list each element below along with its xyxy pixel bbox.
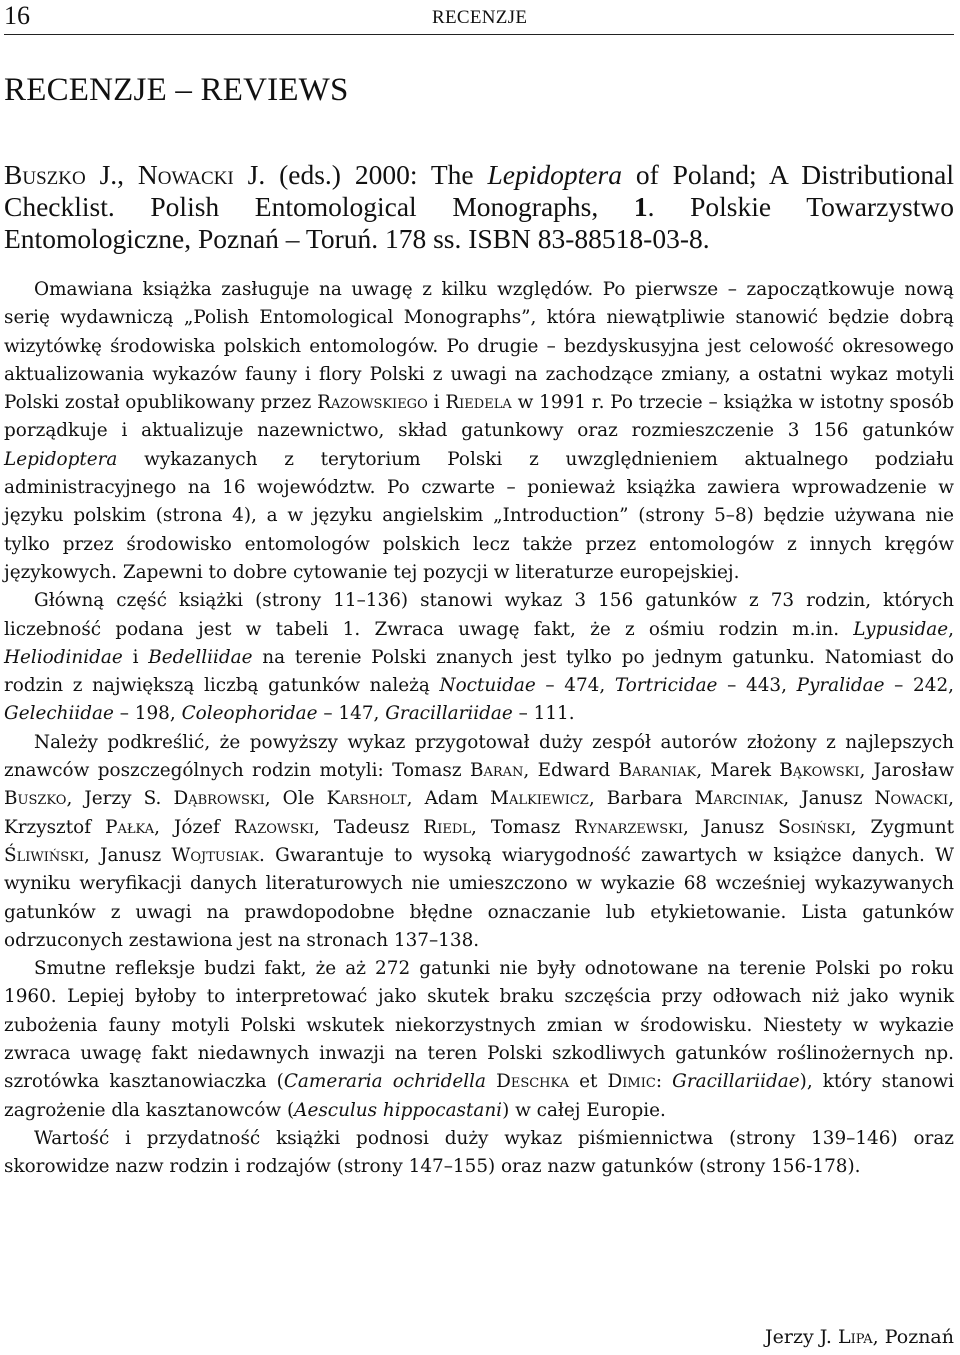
author-name: Malkiewicz (490, 788, 589, 810)
volume-number: 1 (633, 191, 648, 222)
text-run: : (655, 1071, 673, 1093)
text-run: Należy podkreślić, że powyższy wykaz przygotował duży zespół autorów złożony z najlepszych znawców poszczególnych rodzin motyli: Tomasz (4, 731, 954, 782)
book-citation (4, 159, 954, 255)
text-run: , Jerzy S. (66, 788, 174, 810)
text-run: i (122, 646, 149, 668)
text-run: , Ole (264, 788, 327, 810)
review-body (4, 276, 954, 1182)
running-head (4, 2, 954, 35)
author-initial: J. (233, 159, 266, 190)
text-run: – 443, (717, 675, 797, 697)
text-run: , Adam (406, 788, 491, 810)
review-paragraph: Wartość i przydatność książki podnosi duży wykaz piśmiennictwa (strony 139–146) oraz skorowidze nazw rodzin i rodzajów (strony 147–155) oraz nazw gatunków (strony 156-178). (4, 1127, 954, 1178)
author-name: Bąkowski (779, 760, 860, 782)
page-number: 16 (4, 1, 30, 30)
text-run: , Janusz (84, 844, 172, 866)
text-run: , Janusz (783, 788, 875, 810)
taxon-name: Lepidoptera (487, 159, 622, 190)
text-run: ), który stanowi zagrożenie dla kasztanowców ( (4, 1071, 954, 1121)
reviewer-surname: Lipa (837, 1326, 873, 1348)
text-run: na terenie Polski znanych jest tylko po jednym gatunku. Natomiast do rodzin z największą liczbą gatunków należą (4, 646, 955, 697)
author-name: Baraniak (618, 760, 697, 782)
text-run: , Tadeusz (314, 816, 424, 838)
taxon-name: Lepidoptera (4, 448, 118, 470)
author-name: Nowacki (137, 159, 234, 190)
citation-text: (eds.) 2000: The (265, 159, 488, 190)
review-paragraph (4, 955, 954, 1125)
section-heading: RECENZJE – REVIEWS (4, 72, 349, 108)
taxon-name: Gracillariidae (672, 1071, 800, 1093)
taxon-name: Pyralidae (796, 675, 885, 697)
author-name: Buszko (4, 788, 67, 810)
taxon-name: Noctuidae (439, 675, 536, 697)
text-run: , Krzysztof (4, 788, 954, 838)
document-page (4, 0, 954, 1355)
text-run: wykazanych z terytorium Polski z uwzględnieniem aktualnego podziału administracyjnego na 16 województw. Po czwarte – ponieważ książka zawiera wprowadzenie w języku polskim (strona 4), a w języku angielskim „Introduction” (strony 5–8) będzie używana nie tylko przez środowisko entomologów polskich lecz także przez entomologów z innych kręgów językowych. Zapewni to dobre cytowanie tej pozycji w literaturze europejskiej. (4, 448, 954, 583)
author-initial: J., (85, 159, 138, 190)
text-run: . Gwarantuje to wysoką wiarygodność zawartych w książce danych. W wyniku weryfikacji danych literaturowych nie umieszczono w wykazie 68 wcześniej wykazywanych gatunków z uwagi na prawdopodobne błędne oznaczanie lub etykietowanie. Lista gatunków odrzuconych zestawiona jest na stronach 137–138. (4, 844, 954, 951)
taxon-name: Coleophoridae (181, 703, 318, 725)
taxon-name: Heliodinidae (4, 646, 123, 668)
text-run: , Józef (154, 816, 234, 838)
text-run: , Marek (696, 760, 780, 782)
author-name: Rynarzewski (574, 816, 684, 838)
text-run: w 1991 r. Po trzecie – książka w istotny sposób porządkuje i aktualizuje nazewnictwo, skład gatunkowy oraz rozmieszczenie 3 156 gatunków (4, 392, 954, 442)
reviewer-place: , Poznań (872, 1326, 954, 1348)
text-run: , Janusz (683, 816, 779, 838)
author-name: Riedl (423, 816, 471, 838)
author-name: Baran (469, 760, 524, 782)
text-run: – 242, (884, 675, 954, 697)
review-paragraph (4, 729, 954, 955)
running-title: RECENZJE (432, 7, 528, 28)
author-name: Śliwiński (4, 844, 84, 866)
author-name: Pałka (105, 816, 155, 838)
taxon-name: Lypusidae (853, 618, 949, 640)
author-name: Dimic (607, 1071, 656, 1093)
author-name: Buszko (4, 159, 86, 190)
text-run: , Tomasz (470, 816, 575, 838)
author-name: Marciniak (694, 788, 784, 810)
text-run: Główną część książki (strony 11–136) stanowi wykaz 3 156 gatunków z 73 rodzin, których liczebność podana jest w tabeli 1. Zwraca uwagę fakt, że z ośmiu rodzin m.in. (4, 590, 954, 640)
author-name: Wojtusiak (171, 844, 260, 866)
author-name: Razowskiego (317, 392, 428, 414)
citation-text: of Poland; A Distributional Checklist. Polish Entomological Monographs, (4, 159, 955, 222)
taxon-name: Cameraria ochridella (283, 1071, 486, 1093)
taxon-name: Tortricidae (614, 675, 718, 697)
text-run: – 147, (317, 703, 386, 725)
author-name: Riedela (445, 392, 512, 414)
taxon-name: Bedelliidae (148, 646, 253, 668)
text-run: – 111. (512, 703, 575, 725)
text-run: , Edward (523, 760, 619, 782)
taxon-name: Gracillariidae (385, 703, 513, 725)
review-paragraph (4, 587, 954, 728)
reviewer-signature (765, 1326, 954, 1348)
text-run: – 198, (113, 703, 182, 725)
author-name: Dąbrowski (173, 788, 265, 810)
text-run: Smutne refleksje budzi fakt, że aż 272 gatunki nie były odnotowane na terenie Polski po roku 1960. Lepiej byłoby to interpretować jako skutek braku szczęścia przy odłowach niż jako wynik zubożenia fauny motyli Polski wskutek niekorzystnych zmian w środowisku. Niestety w wykazie zwraca uwagę fakt niedawnych inwazji na teren Polski szkodliwych gatunków roślinożernych np. szrotówka kasztanowiaczka ( (4, 958, 954, 1093)
reviewer-name: Jerzy J. (765, 1326, 838, 1348)
text-run: ) w całej Europie. (502, 1099, 666, 1121)
author-name: Razowski (233, 816, 314, 838)
taxon-name: Aesculus hippocastani (294, 1099, 503, 1121)
text-run (486, 1071, 496, 1092)
text-run: , Jarosław (859, 760, 954, 782)
citation-text: . Polskie Towarzystwo Entomologiczne, Poznań – Toruń. 178 ss. ISBN 83-88518-03-8. (4, 191, 954, 254)
taxon-name: Gelechiidae (4, 703, 114, 725)
text-run: , Barbara (588, 788, 695, 810)
author-name: Deschka (496, 1071, 570, 1093)
text-run: i (427, 392, 446, 414)
text-run: , (948, 618, 954, 640)
author-name: Sosiński (778, 816, 851, 838)
text-run: , Zygmunt (850, 816, 954, 838)
text-run: – 474, (535, 675, 615, 697)
author-name: Nowacki (874, 788, 949, 810)
text-run: Omawiana książka zasługuje na uwagę z kilku względów. Po pierwsze – zapoczątkowuje nową serię wydawniczą „Polish Entomological Monographs”, która niewątpliwie stanowić będzie dobrą wizytówkę środowiska polskich entomologów. Po drugie – bezdyskusyjna jest celowość okresowego aktualizowania wykazów fauny i flory Polski z uwagi na zachodzące zmiany, a ostatni wykaz motyli Polski został opublikowany przez (4, 279, 954, 414)
author-name: Karsholt (326, 788, 407, 810)
text-run: et (569, 1071, 608, 1093)
review-paragraph (4, 276, 954, 587)
